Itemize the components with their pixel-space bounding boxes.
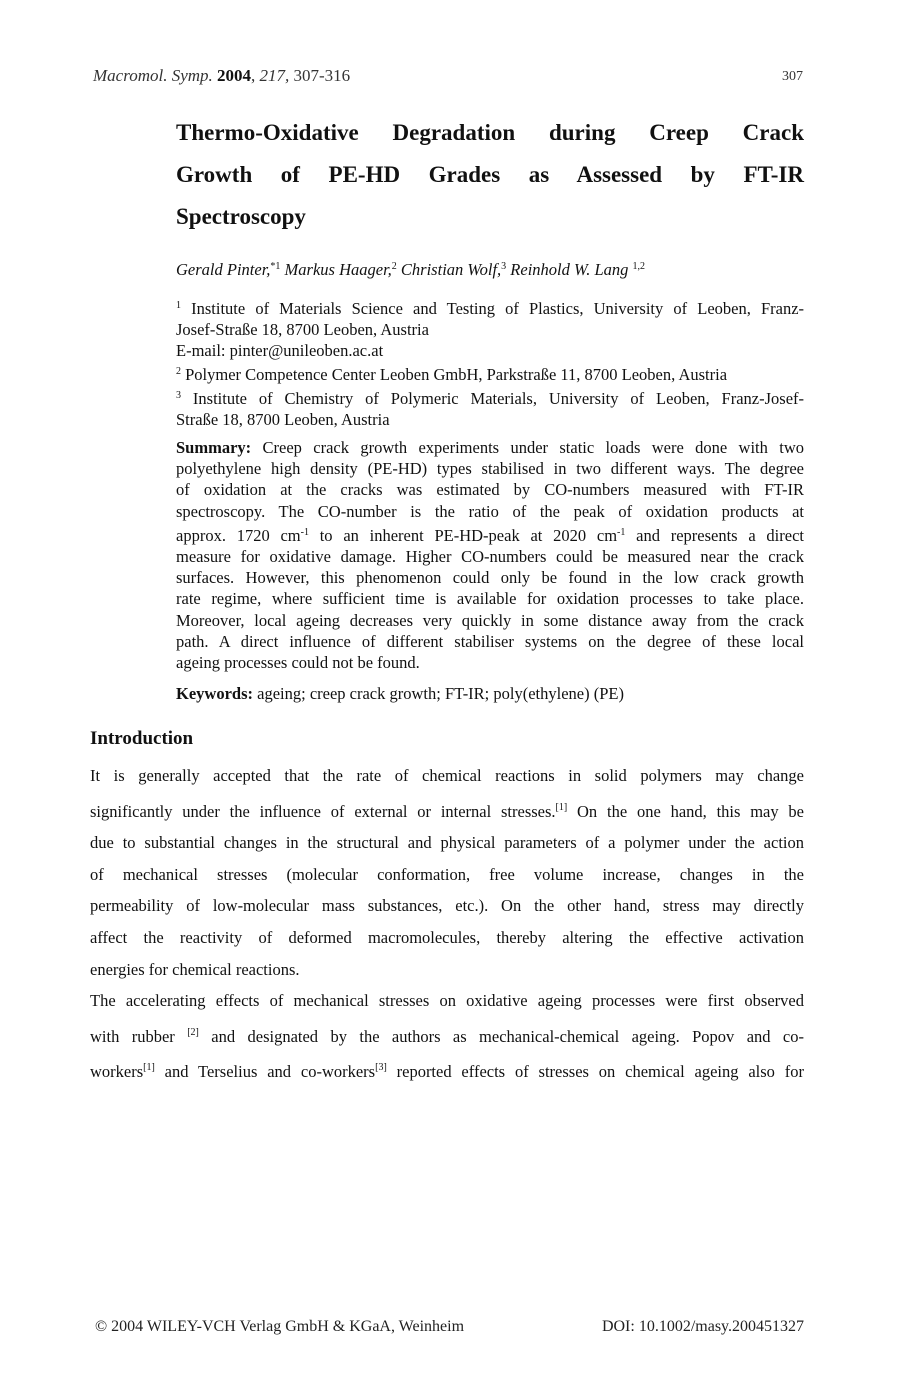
affiliation-text: Institute of Materials Science and Testing of Plastics, University of Leoben, Franz- xyxy=(191,299,805,318)
body-text: reported effects of stresses on chemical ageing also for xyxy=(386,1062,805,1082)
summary-line: of oxidation at the cracks was estimated by CO-numbers measured with FT-IR xyxy=(176,480,804,500)
body-line: due to substantial changes in the structural and physical parameters of a polymer under the action xyxy=(90,833,804,853)
affiliation-text: Polymer Competence Center Leoben GmbH, Parkstraße 11, 8700 Leoben, Austria xyxy=(185,365,728,384)
summary-line: surfaces. However, this phenomenon could only be found in the low crack growth xyxy=(176,568,804,588)
summary-line: polyethylene high density (PE-HD) types stabilised in two different ways. The degree xyxy=(176,459,804,479)
summary-line: path. A direct influence of different stabiliser systems on the degree of these local xyxy=(176,631,804,651)
body-line: permeability of low-molecular mass substances, etc.). On the other hand, stress may directly xyxy=(90,896,804,916)
body-line: energies for chemical reactions. xyxy=(90,959,300,979)
citation-ref: [2] xyxy=(187,1026,199,1038)
affiliation-number: 2 xyxy=(176,366,181,377)
section-heading: Introduction xyxy=(90,728,194,749)
author-name: Reinhold W. Lang xyxy=(510,260,629,279)
citation-ref: [1] xyxy=(143,1062,155,1074)
author-mark: 3 xyxy=(501,261,507,272)
author-name: Gerald Pinter, xyxy=(176,260,271,279)
copyright-footer: © 2004 WILEY-VCH Verlag GmbH & KGaA, Weinheim xyxy=(95,1318,465,1335)
title-line: Spectroscopy xyxy=(176,204,306,229)
doi-footer: DOI: 10.1002/masy.200451327 xyxy=(601,1318,804,1335)
summary-line xyxy=(176,522,804,546)
summary-line xyxy=(176,437,804,458)
keywords-text: ageing; creep crack growth; FT-IR; poly(ethylene) (PE) xyxy=(253,684,624,703)
journal-header: Macromol. Symp. 2004, 217, 307-316 xyxy=(93,66,351,85)
journal-pages: 307-316 xyxy=(293,66,351,85)
journal-name: Macromol. Symp. xyxy=(93,66,213,85)
keywords xyxy=(176,684,624,704)
body-line: affect the reactivity of deformed macromolecules, thereby altering the effective activation xyxy=(90,927,804,947)
author-mark: *1 xyxy=(270,261,281,272)
body-text: On the one hand, this may be xyxy=(567,801,804,821)
affiliation-line: Straße 18, 8700 Leoben, Austria xyxy=(176,410,390,429)
summary-line: measure for oxidative damage. Higher CO-numbers could be measured near the crack xyxy=(176,547,804,567)
body-line: It is generally accepted that the rate of chemical reactions in solid polymers may change xyxy=(90,766,804,785)
superscript: -1 xyxy=(300,526,309,538)
journal-volume: 217, xyxy=(259,66,290,85)
body-line: of mechanical stresses (molecular conformation, free volume increase, changes in the xyxy=(90,864,804,884)
author-mark: 1,2 xyxy=(632,261,646,272)
affiliation-number: 3 xyxy=(176,390,181,401)
summary-text: to an inherent PE-HD-peak at 2020 cm xyxy=(308,525,618,545)
affiliation-line: Josef-Straße 18, 8700 Leoben, Austria xyxy=(176,320,429,339)
author-mark: 2 xyxy=(391,261,397,272)
body-text: workers xyxy=(90,1062,144,1082)
summary-line: spectroscopy. The CO-number is the ratio of the peak of oxidation products at xyxy=(176,501,804,521)
citation-ref: [1] xyxy=(555,801,568,813)
body-line xyxy=(90,792,804,828)
affiliation-line xyxy=(176,361,804,385)
superscript: -1 xyxy=(617,526,626,538)
affiliations xyxy=(176,295,804,430)
page-number: 307 xyxy=(782,69,803,84)
affiliation-line xyxy=(176,385,804,409)
introduction-body xyxy=(90,760,804,1088)
summary-line: Moreover, local ageing decreases very quickly in some distance away from the crack xyxy=(176,610,804,630)
summary-abstract xyxy=(176,437,804,673)
body-text: with rubber xyxy=(90,1026,188,1046)
citation-ref: [3] xyxy=(375,1062,387,1074)
affiliation-number: 1 xyxy=(176,300,181,311)
title-line: Growth of PE-HD Grades as Assessed by FT-IR xyxy=(176,162,804,187)
body-line: The accelerating effects of mechanical stresses on oxidative ageing processes were first observed xyxy=(90,991,804,1011)
summary-text: Creep crack growth experiments under static loads were done with two xyxy=(262,438,804,457)
summary-text: and represents a direct xyxy=(625,525,804,545)
keywords-label: Keywords: xyxy=(176,684,253,703)
body-text: and Terselius and co-workers xyxy=(154,1062,376,1082)
body-line xyxy=(90,1052,804,1088)
journal-year: 2004 xyxy=(217,66,252,85)
author-name: Christian Wolf, xyxy=(400,260,502,279)
author-list xyxy=(176,260,645,280)
affiliation-line xyxy=(176,295,804,319)
summary-line: ageing processes could not be found. xyxy=(176,653,420,673)
body-line xyxy=(90,1017,804,1053)
email-line: E-mail: pinter@unileoben.ac.at xyxy=(176,341,384,360)
summary-label: Summary: xyxy=(176,438,252,457)
affiliation-text: Institute of Chemistry of Polymeric Materials, University of Leoben, Franz-Josef- xyxy=(192,389,805,408)
title-line: Thermo-Oxidative Degradation during Creep Crack xyxy=(176,120,804,145)
summary-text: approx. 1720 cm xyxy=(176,525,301,545)
summary-line: rate regime, where sufficient time is available for oxidation processes to take place. xyxy=(176,589,804,609)
body-text: and designated by the authors as mechanical-chemical ageing. Popov and co- xyxy=(198,1026,804,1046)
paper-title xyxy=(176,112,804,238)
body-text: significantly under the influence of external or internal stresses. xyxy=(90,801,556,821)
author-name: Markus Haager, xyxy=(284,260,392,279)
